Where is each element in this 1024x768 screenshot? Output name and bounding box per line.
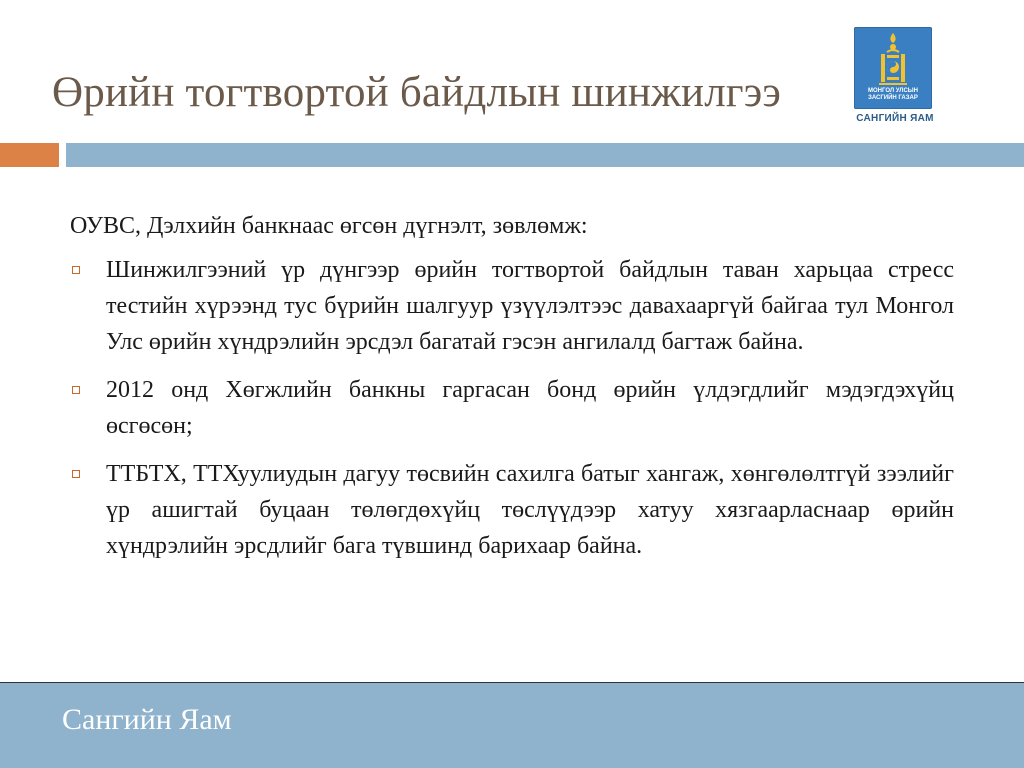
- logo-caption-line2: ЗАСГИЙН ГАЗАР: [868, 95, 918, 101]
- logo-label: САНГИЙН ЯАМ: [856, 113, 934, 124]
- intro-text: ОУВС, Дэлхийн банкнаас өгсөн дүгнэлт, зөвлөмж:: [70, 213, 588, 239]
- footer-text: Сангийн Яам: [62, 703, 232, 736]
- logo-caption-line1: МОНГОЛ УЛСЫН: [868, 88, 918, 94]
- footer-bar: [0, 682, 1024, 768]
- bullet-item: [70, 252, 954, 360]
- square-bullet-icon: [72, 470, 80, 478]
- bullet-text: ТТБТХ, ТТХуулиудын дагуу төсвийн сахилга батыг хангаж, хөнгөлөлтгүй зээлийг үр ашигтай буцаан төлөгдөхүйц төслүүдээр хатуу хязгаарласнаар өрийн хүндрэлийн эрсдлийг бага түвшинд барихаар байна.: [106, 461, 954, 559]
- bullet-text: 2012 онд Хөгжлийн банкны гаргасан бонд өрийн үлдэгдлийг мэдэгдэхүйц өсгөсөн;: [106, 377, 954, 439]
- slide-title: Өрийн тогтвортой байдлын шинжилгээ: [52, 69, 782, 116]
- logo-caption: [856, 88, 930, 102]
- bullet-item: [70, 372, 954, 444]
- slide-content: [70, 208, 954, 576]
- accent-bar-blue: [66, 143, 1024, 167]
- square-bullet-icon: [72, 386, 80, 394]
- square-bullet-icon: [72, 266, 80, 274]
- bullet-item: [70, 456, 954, 564]
- accent-bar-orange: [0, 143, 59, 167]
- bullet-text: Шинжилгээний үр дүнгээр өрийн тогтвортой байдлын таван харьцаа стресс тестийн хүрээнд тус бүрийн шалгуур үзүүлэлтээс давахааргүй байгаа тул Монгол Улс өрийн хүндрэлийн эрсдэл багатай гэсэн ангилалд багтаж байна.: [106, 257, 954, 355]
